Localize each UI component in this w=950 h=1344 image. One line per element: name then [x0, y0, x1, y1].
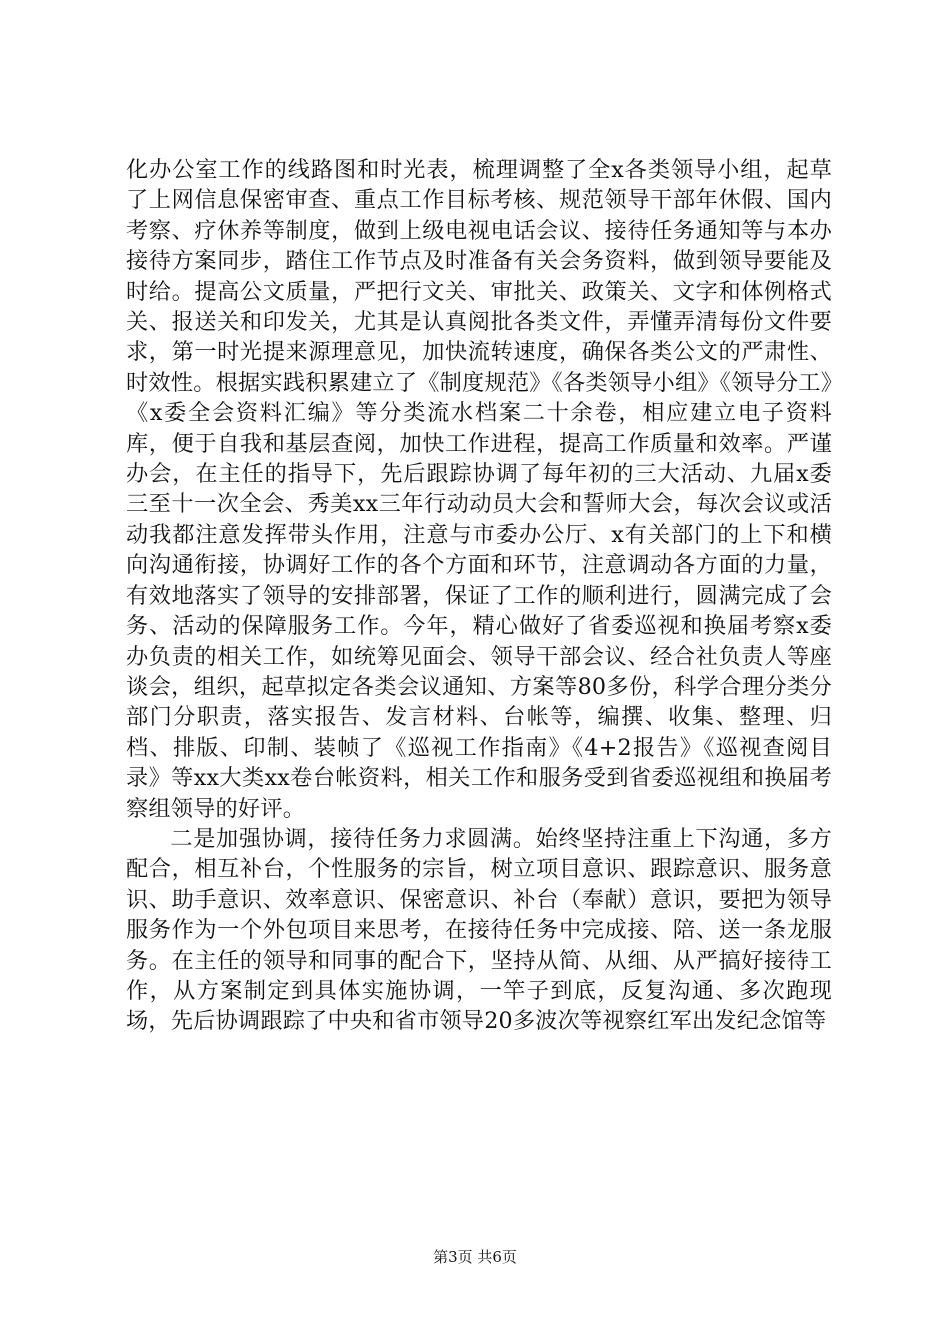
- paragraph-coordination: 二是加强协调，接待任务力求圆满。始终坚持注重上下沟通，多方配合，相互补台，个性服务的宗旨，树立项目意识、跟踪意识、服务意识、助手意识、效率意识、保密意识、补台（奉献）意识，要把为领导服务作为一个外包项目来思考，在接待任务中完成接、陪、送一条龙服务。在主任的领导和同事的配合下，坚持从简、从细、从严搞好接待工作，从方案制定到具体实施协调，一竿子到底，反复沟通、多次跑现场，先后协调跟踪了中央和省市领导20多波次等视察红军出发纪念馆等: [126, 825, 832, 1035]
- document-body: [126, 155, 832, 1037]
- page-number-footer: 第3页 共6页: [433, 1248, 517, 1266]
- paragraph-continuation: 化办公室工作的线路图和时光表，梳理调整了全x各类领导小组，起草了上网信息保密审查、重点工作目标考核、规范领导干部年休假、国内考察、疗休养等制度，做到上级电视电话会议、接待任务通知等与本办接待方案同步，踏住工作节点及时准备有关会务资料，做到领导要能及时给。提高公文质量，严把行文关、审批关、政策关、文字和体例格式关、报送关和印发关，尤其是认真阅批各类文件，弄懂弄清每份文件要求，第一时光提来源理意见，加快流转速度，确保各类公文的严肃性、时效性。根据实践积累建立了《制度规范》《各类领导小组》《领导分工》《x委全会资料汇编》等分类流水档案二十余卷，相应建立电子资料库，便于自我和基层查阅，加快工作进程，提高工作质量和效率。严谨办会，在主任的指导下，先后跟踪协调了每年初的三大活动、九届x委三至十一次全会、秀美xx三年行动动员大会和誓师大会，每次会议或活动我都注意发挥带头作用，注意与市委办公厅、x有关部门的上下和横向沟通衔接，协调好工作的各个方面和环节，注意调动各方面的力量，有效地落实了领导的安排部署，保证了工作的顺利进行，圆满完成了会务、活动的保障服务工作。今年，精心做好了省委巡视和换届考察x委办负责的相关工作，如统筹见面会、领导干部会议、经合社负责人等座谈会，组织，起草拟定各类会议通知、方案等80多份，科学合理分类分部门分职责，落实报告、发言材料、台帐等，编撰、收集、整理、归档、排版、印制、装帧了《巡视工作指南》《4+2报告》《巡视查阅目录》等xx大类xx卷台帐资料，相关工作和服务受到省委巡视组和换届考察组领导的好评。: [126, 157, 832, 822]
